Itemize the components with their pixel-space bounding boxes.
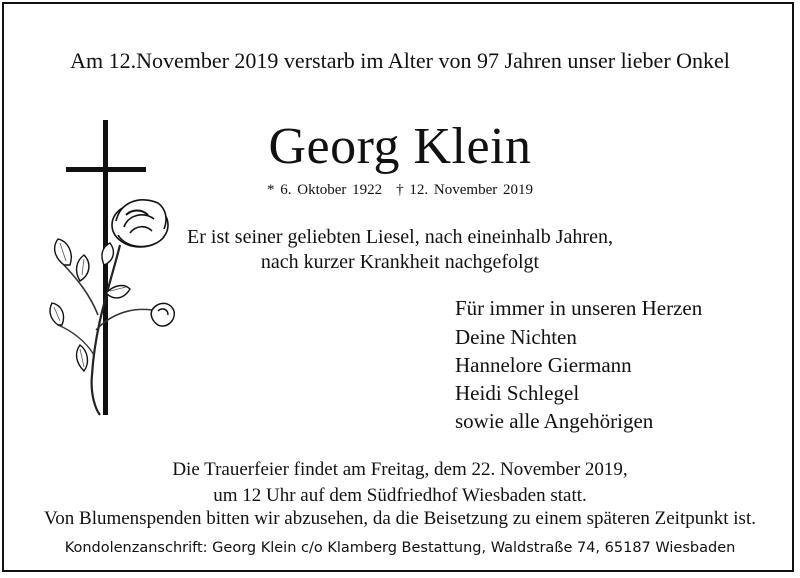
deceased-name: Georg Klein: [268, 118, 532, 175]
signature-line-5: sowie alle Angehörigen: [455, 409, 654, 433]
birth-date: * 6. Oktober 1922: [267, 182, 383, 198]
cross-with-rose-icon: [40, 115, 190, 420]
funeral-info-line-3: Von Blumenspenden bitten wir abzusehen, da die Beisetzung zu einem späteren Zeitpunkt ist.: [44, 508, 756, 529]
funeral-info-line-2: um 12 Uhr auf dem Südfriedhof Wiesbaden statt.: [213, 485, 587, 506]
death-date: † 12. November 2019: [396, 182, 533, 198]
signature-line-4: Heidi Schlegel: [455, 381, 580, 405]
message-line-2: nach kurzer Krankheit nachgefolgt: [260, 251, 540, 273]
funeral-info-line-1: Die Trauerfeier findet am Freitag, dem 22. November 2019,: [172, 459, 628, 480]
signature-line-2: Deine Nichten: [455, 325, 577, 349]
death-announcement-intro: Am 12.November 2019 verstarb im Alter von 97 Jahren unser lieber Onkel: [70, 48, 730, 73]
signature-line-1: Für immer in unseren Herzen: [455, 296, 703, 320]
condolence-address: Kondolenzanschrift: Georg Klein c/o Klamberg Bestattung, Waldstraße 74, 65187 Wiesbaden: [64, 540, 736, 556]
signature-line-3: Hannelore Giermann: [455, 353, 632, 377]
message-line-1: Er ist seiner geliebten Liesel, nach eineinhalb Jahren,: [187, 226, 613, 248]
